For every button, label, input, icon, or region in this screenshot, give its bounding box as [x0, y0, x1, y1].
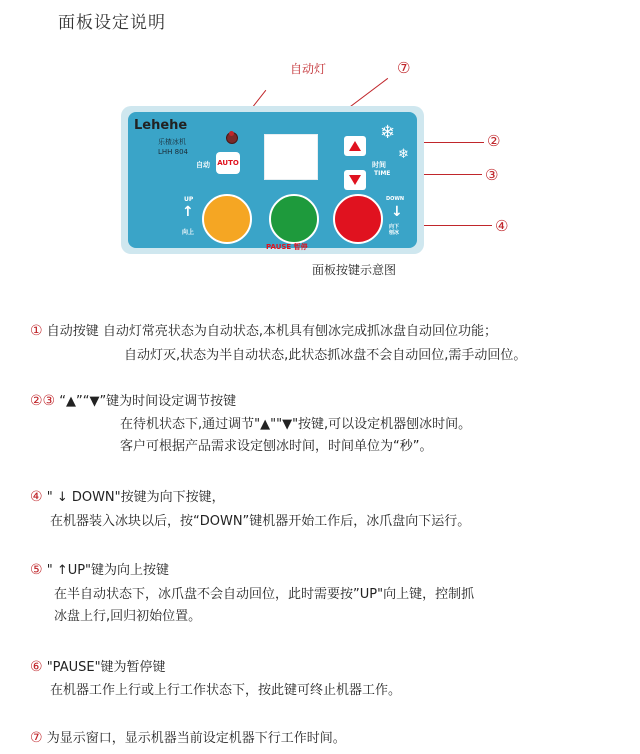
brand-logo: Lehehe [134, 118, 188, 133]
desc-1-heading [30, 323, 497, 340]
desc-2-line-2: 客户可根据产品需求设定刨冰时间，时间单位为“秒”。 [120, 439, 433, 454]
desc-5-heading [30, 562, 169, 579]
up-label: UP [184, 196, 194, 203]
callout-dot [229, 131, 234, 136]
callout-2: ② [487, 132, 501, 150]
down-button[interactable] [333, 194, 383, 244]
up-label-cn: 向上 [182, 229, 195, 236]
desc-1-line-1: 自动灯常亮状态为自动状态,本机具有刨冰完成抓冰盘自动回位功能； [102, 324, 497, 339]
control-panel-face [128, 112, 417, 251]
time-label-cn: 时间 [372, 161, 386, 169]
desc-1-number: ① [30, 323, 43, 339]
desc-5-number: ⑤ [30, 562, 43, 578]
snowflake-icon: ❄ [380, 122, 396, 143]
up-triangle-icon [349, 141, 361, 151]
desc-6-heading [30, 659, 166, 676]
desc-4-heading [30, 489, 225, 506]
time-down-button[interactable] [344, 170, 366, 190]
desc-7-number: ⑦ [30, 730, 43, 746]
display-window [264, 134, 318, 180]
desc-2-title: “▲”“▼”键为时间设定调节按键 [59, 394, 237, 409]
desc-5-line-2: 冰盘上行,回归初始位置。 [54, 609, 202, 624]
down-label: DOWN [386, 196, 405, 202]
time-label-en: TIME [374, 170, 391, 177]
desc-6-title: "PAUSE"键为暂停键 [46, 660, 166, 675]
up-arrow-icon: ↑ [182, 204, 194, 220]
snowflake-small-icon: ❄ [398, 147, 409, 162]
page-title: 面板设定说明 [58, 13, 166, 33]
desc-2-heading [30, 393, 236, 410]
callout-7: ⑦ [397, 59, 411, 77]
desc-6-number: ⑥ [30, 659, 43, 675]
down-label-cn: 向下 刨冰 [389, 224, 400, 236]
control-panel [121, 106, 424, 254]
desc-5-line-1: 在半自动状态下，冰爪盘不会自动回位，此时需要按”UP"向上键，控制抓 [54, 587, 475, 602]
desc-4-number: ④ [30, 489, 43, 505]
down-triangle-icon [349, 175, 361, 185]
desc-2-line-1: 在待机状态下,通过调节"▲""▼"按键,可以设定机器刨冰时间。 [120, 417, 472, 432]
desc-6-line-1: 在机器工作上行或上行工作状态下，按此键可终止机器工作。 [50, 683, 402, 698]
callout-4: ④ [495, 217, 509, 235]
brand-subtitle: 乐楂冰机 [158, 138, 186, 146]
up-button[interactable] [202, 194, 252, 244]
desc-4-line-1: 在机器装入冰块以后，按“DOWN”键机器开始工作后，冰爪盘向下运行。 [50, 514, 471, 529]
auto-button[interactable]: AUTO [216, 152, 240, 174]
brand-model: LHH 804 [158, 148, 189, 156]
pause-button[interactable] [269, 194, 319, 244]
pause-label: PAUSE 暂停 [266, 243, 308, 251]
desc-1-line-2: 自动灯灭,状态为半自动状态,此状态抓冰盘不会自动回位,需手动回位。 [124, 348, 527, 363]
desc-7-heading [30, 730, 346, 747]
panel-caption: 面板按键示意图 [312, 263, 397, 277]
down-arrow-icon: ↓ [391, 204, 403, 220]
auto-light-callout: 自动灯 [290, 62, 327, 76]
desc-5-title: " ↑UP"键为向上按键 [46, 563, 170, 578]
auto-label: 自动 [196, 161, 210, 169]
time-up-button[interactable] [344, 136, 366, 156]
desc-4-title: " ↓ DOWN"按键为向下按键， [46, 490, 225, 505]
desc-2-number: ②③ [30, 393, 56, 409]
callout-3: ③ [485, 166, 499, 184]
desc-7-title: 为显示窗口，显示机器当前设定机器下行工作时间。 [46, 731, 346, 746]
desc-1-title: 自动按键 [46, 324, 99, 339]
